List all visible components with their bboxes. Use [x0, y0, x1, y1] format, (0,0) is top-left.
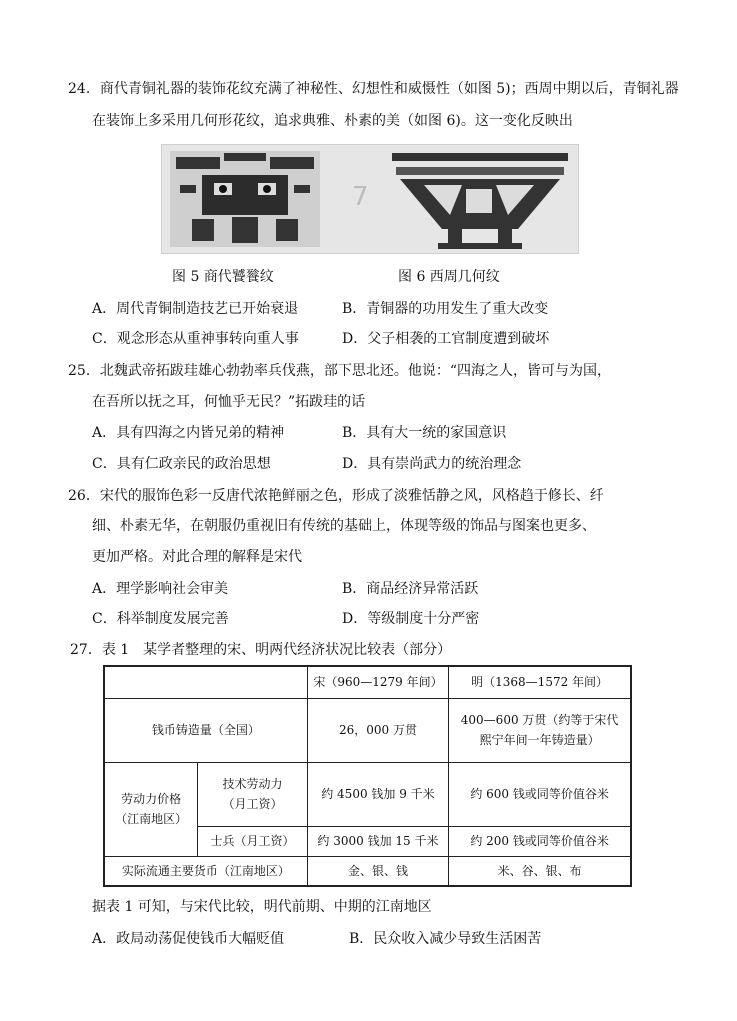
table-cell-line: 熙宁年间一年铸造量） [479, 733, 600, 747]
economy-comparison-table [103, 665, 632, 887]
q27-stem: 据表 1 可知，与宋代比较，明代前期、中期的江南地区 [92, 899, 432, 915]
table-row [104, 856, 631, 886]
table-header-ming: 明（1368—1572 年间） [449, 666, 631, 698]
q25-option-d[interactable]: D．具有崇尚武力的统治理念 [342, 456, 522, 472]
q25-option-b[interactable]: B．具有大一统的家国意识 [342, 425, 507, 441]
table-cell-line: （月工资） [222, 797, 283, 811]
table-cell: 约 4500 钱加 9 千米 [307, 762, 448, 826]
table-row-sublabel: 士兵（月工资） [198, 826, 308, 856]
q26-line3: 更加严格。对此合理的解释是宋代 [92, 549, 302, 565]
table-row [104, 698, 631, 762]
q26-option-d[interactable]: D．等级制度十分严密 [342, 611, 480, 627]
table-cell: 26，000 万贯 [307, 698, 448, 762]
fig6-caption: 图 6 西周几何纹 [398, 269, 500, 285]
table-cell: 米、谷、银、布 [449, 856, 631, 886]
q27-option-b[interactable]: B．民众收入减少导致生活困苦 [349, 931, 542, 947]
q26-option-a[interactable]: A．理学影响社会审美 [92, 581, 229, 597]
q25-line1: 25．北魏武帝拓跋珪雄心勃勃率兵伐燕，部下思北还。他说：“四海之人，皆可与为国， [68, 363, 611, 379]
q24-line1: 24．商代青铜礼器的装饰花纹充满了神秘性、幻想性和威慑性（如图 5)；西周中期以后，青铜礼器 [68, 81, 679, 97]
svg-text:7: 7 [352, 182, 369, 212]
table-cell [449, 698, 631, 762]
table-cell-line: （江南地区） [115, 812, 188, 826]
table-row-label: 钱币铸造量（全国） [104, 698, 307, 762]
q24-option-a[interactable]: A．周代青铜制造技艺已开始衰退 [92, 301, 299, 317]
q24-option-d[interactable]: D．父子相袭的工官制度遭到破坏 [342, 331, 550, 347]
table-header-song: 宋（960—1279 年间） [307, 666, 448, 698]
q27-option-a[interactable]: A．政局动荡促使钱币大幅贬值 [92, 931, 285, 947]
taotie-pattern-icon [170, 151, 320, 247]
table-cell-line: 劳动力价格 [121, 792, 182, 806]
table-row-sublabel [198, 762, 308, 826]
table-cell-line: 400—600 万贯（约等于宋代 [460, 713, 619, 727]
q25-line2: 在吾所以抚之耳，何恤乎无民？”拓跋珪的话 [92, 394, 366, 410]
q26-line1: 26．宋代的服饰色彩一反唐代浓艳鲜丽之色，形成了淡雅恬静之风，风格趋于修长、纤 [68, 488, 604, 504]
table-row [104, 762, 631, 826]
table-header-row [104, 666, 631, 698]
table-cell: 约 200 钱或同等价值谷米 [449, 826, 631, 856]
q26-line2: 细、朴素无华，在朝服仍重视旧有传统的基础上，体现等级的饰品与图案也更多、 [92, 518, 596, 534]
q26-option-c[interactable]: C．科举制度发展完善 [92, 611, 229, 627]
table-cell: 约 3000 钱加 15 千米 [307, 826, 448, 856]
q24-line2: 在装饰上多采用几何形花纹，追求典雅、朴素的美（如图 6)。这一变化反映出 [92, 113, 573, 129]
q26-option-b[interactable]: B．商品经济异常活跃 [342, 581, 479, 597]
q24-option-b[interactable]: B．青铜器的功用发生了重大改变 [342, 301, 549, 317]
q25-option-c[interactable]: C．具有仁政亲民的政治思想 [92, 456, 271, 472]
q27-title: 27．表 1 某学者整理的宋、明两代经济状况比较表（部分） [70, 642, 452, 658]
q25-option-a[interactable]: A．具有四海之内皆兄弟的精神 [92, 425, 285, 441]
bronze-figures-image [161, 144, 579, 254]
fig5-caption: 图 5 商代饕餮纹 [172, 269, 274, 285]
table-cell: 约 600 钱或同等价值谷米 [449, 762, 631, 826]
table-row-label: 实际流通主要货币（江南地区） [104, 856, 307, 886]
table-header-empty [104, 666, 307, 698]
table-row-label [104, 762, 198, 856]
table-cell-line: 技术劳动力 [222, 777, 283, 791]
bronze-pattern-illustration [162, 145, 578, 253]
table-cell: 金、银、钱 [307, 856, 448, 886]
q24-option-c[interactable]: C．观念形态从重神事转向重人事 [92, 331, 299, 347]
